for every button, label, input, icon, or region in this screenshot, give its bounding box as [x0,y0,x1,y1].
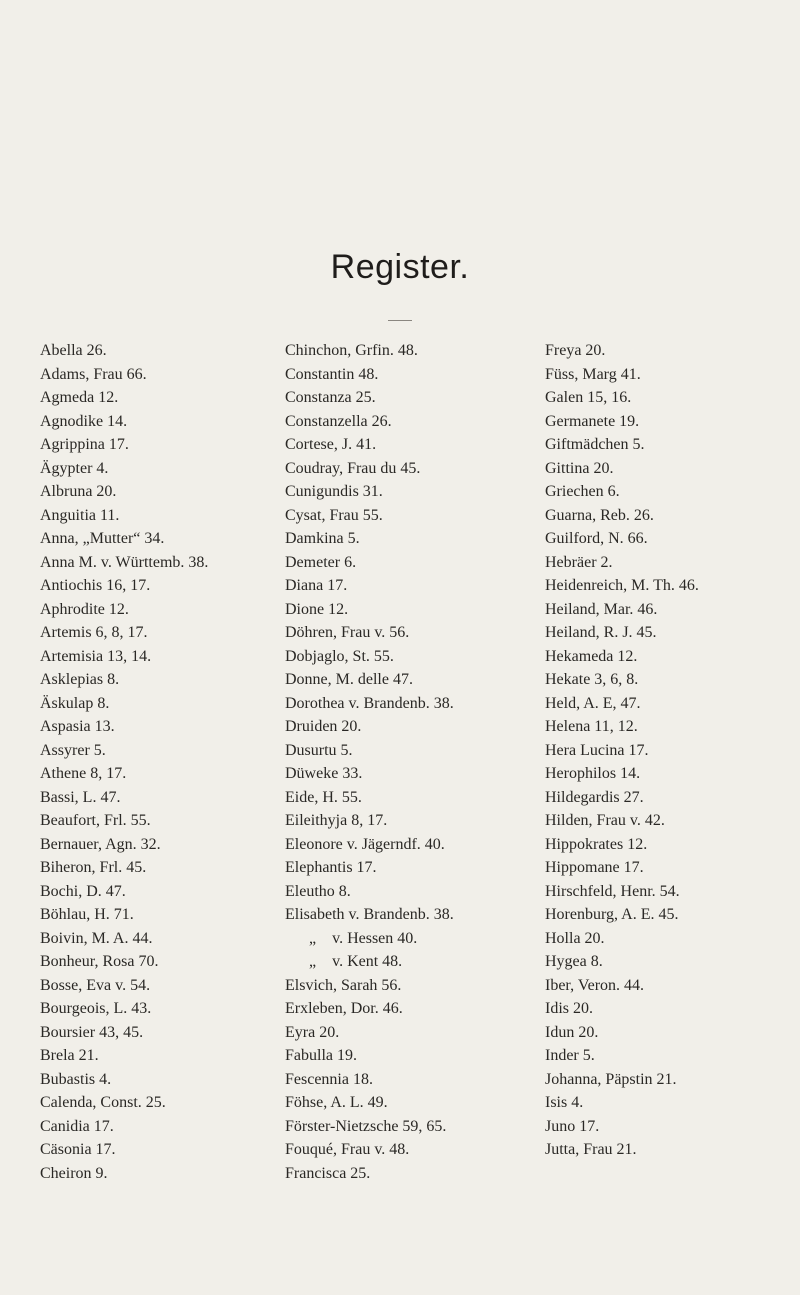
index-entry: Hekate 3, 6, 8. [545,671,639,688]
index-entry: Iber, Veron. 44. [545,976,645,994]
index-entry: Hildegardis 27. [545,788,644,806]
index-entry: Aspasia 13. [40,718,115,735]
index-entry: Calenda, Const. 25. [40,1094,166,1111]
index-entry: Eleutho 8. [285,882,351,900]
index-entry: Heidenreich, M. Th. 46. [545,577,699,594]
index-column-1 [40,339,208,1185]
index-entry: Biheron, Frl. 45. [40,859,147,876]
index-entry: Artemisia 13, 14. [40,647,152,665]
index-entry: Canidia 17. [40,1117,114,1135]
index-entry: Helena 11, 12. [545,718,638,735]
index-entry: Heiland, R. J. 45. [545,624,657,641]
index-entry: Artemis 6, 8, 17. [40,624,148,641]
index-entry: Holla 20. [545,929,605,947]
index-entry: Coudray, Frau du 45. [285,459,421,477]
index-entry: Isis 4. [545,1094,584,1111]
index-entry: Germanete 19. [545,412,640,430]
index-entry: Jutta, Frau 21. [545,1141,637,1158]
index-entry: Hebräer 2. [545,553,613,571]
index-entry: Elephantis 17. [285,859,377,876]
index-entry: Druiden 20. [285,718,362,735]
index-entry: Freya 20. [545,342,606,359]
index-entry: Boursier 43, 45. [40,1023,144,1041]
index-entry: Herophilos 14. [545,765,641,782]
index-entry: Fouqué, Frau v. 48. [285,1141,410,1158]
index-entry: Hilden, Frau v. 42. [545,812,665,829]
index-entry: Hera Lucina 17. [545,741,649,759]
index-entry: Hippokrates 12. [545,835,648,853]
index-entry: Elsvich, Sarah 56. [285,976,402,994]
index-entry: Hirschfeld, Henr. 54. [545,882,680,900]
index-entry: Bonheur, Rosa 70. [40,953,159,970]
index-entry: Cheiron 9. [40,1164,108,1182]
index-entry: Athene 8, 17. [40,765,127,782]
index-entry: Constanza 25. [285,389,376,406]
index-entry: Agmeda 12. [40,389,119,406]
index-entry: Albruna 20. [40,483,117,500]
title-divider [388,320,412,321]
index-entry: „ v. Kent 48. [285,953,403,970]
index-entry: Inder 5. [545,1047,595,1064]
index-entry: Ägypter 4. [40,459,109,477]
page-title: Register. [330,248,470,286]
index-entry: Hippomane 17. [545,859,644,876]
index-entry: Fescennia 18. [285,1070,373,1088]
index-entry: Damkina 5. [285,530,360,547]
index-entry: Döhren, Frau v. 56. [285,624,410,641]
index-entry: Eileithyja 8, 17. [285,812,388,829]
index-entry: Agnodike 14. [40,412,128,430]
index-entry: Abella 26. [40,342,107,359]
index-entry: Eyra 20. [285,1023,340,1041]
index-entry: Griechen 6. [545,483,620,500]
index-entry: Idis 20. [545,1000,593,1017]
index-entry: Giftmädchen 5. [545,436,645,453]
index-entry: Constantin 48. [285,365,379,383]
index-entry: Boivin, M. A. 44. [40,929,153,947]
index-entry: Bubastis 4. [40,1070,112,1088]
index-entry: Guarna, Reb. 26. [545,506,654,524]
index-entry: Cäsonia 17. [40,1141,116,1158]
index-entry: Bosse, Eva v. 54. [40,976,151,994]
index-entry: Förster-Nietzsche 59, 65. [285,1117,447,1135]
index-entry: Beaufort, Frl. 55. [40,812,151,829]
index-entry: Bassi, L. 47. [40,788,121,806]
index-entry: Düweke 33. [285,765,363,782]
index-column-3 [545,339,699,1162]
index-entry: Dusurtu 5. [285,741,353,759]
index-entry: Chinchon, Grfin. 48. [285,342,418,359]
index-entry: Anguitia 11. [40,506,120,524]
index-entry: Fabulla 19. [285,1047,357,1064]
index-entry: Bourgeois, L. 43. [40,1000,152,1017]
index-entry: Hygea 8. [545,953,603,970]
index-entry: Föhse, A. L. 49. [285,1094,388,1111]
index-entry: Guilford, N. 66. [545,530,648,547]
index-entry: Francisca 25. [285,1164,371,1182]
index-entry: Erxleben, Dor. 46. [285,1000,403,1017]
index-entry: Äskulap 8. [40,694,110,712]
index-entry: Asklepias 8. [40,671,120,688]
index-entry: Böhlau, H. 71. [40,906,134,923]
index-entry: Dione 12. [285,600,349,618]
index-entry: „ v. Hessen 40. [285,929,418,947]
index-entry: Anna M. v. Württemb. 38. [40,553,209,571]
index-column-2 [285,339,454,1185]
index-entry: Bochi, D. 47. [40,882,126,900]
index-entry: Assyrer 5. [40,741,106,759]
index-entry: Gittina 20. [545,459,614,477]
index-entry: Diana 17. [285,577,348,594]
index-entry: Füss, Marg 41. [545,365,641,383]
index-entry: Cysat, Frau 55. [285,506,383,524]
index-entry: Dobjaglo, St. 55. [285,647,394,665]
index-entry: Anna, „Mutter“ 34. [40,530,165,547]
index-entry: Horenburg, A. E. 45. [545,906,679,923]
index-entry: Held, A. E, 47. [545,694,641,712]
index-entry: Cortese, J. 41. [285,436,377,453]
index-entry: Constanzella 26. [285,412,392,430]
index-entry: Galen 15, 16. [545,389,632,406]
index-entry: Heiland, Mar. 46. [545,600,658,618]
index-entry: Eide, H. 55. [285,788,362,806]
index-entry: Hekameda 12. [545,647,638,665]
index-entry: Donne, M. delle 47. [285,671,413,688]
index-entry: Aphrodite 12. [40,600,129,618]
index-entry: Elisabeth v. Brandenb. 38. [285,906,454,923]
index-entry: Dorothea v. Brandenb. 38. [285,694,454,712]
index-entry: Johanna, Päpstin 21. [545,1070,677,1088]
index-entry: Antiochis 16, 17. [40,577,151,594]
index-entry: Cunigundis 31. [285,483,383,500]
index-entry: Demeter 6. [285,553,357,571]
index-entry: Eleonore v. Jägerndf. 40. [285,835,445,853]
index-entry: Agrippina 17. [40,436,129,453]
index-entry: Brela 21. [40,1047,99,1064]
index-entry: Idun 20. [545,1023,599,1041]
index-entry: Juno 17. [545,1117,600,1135]
index-entry: Bernauer, Agn. 32. [40,835,161,853]
index-entry: Adams, Frau 66. [40,365,147,383]
